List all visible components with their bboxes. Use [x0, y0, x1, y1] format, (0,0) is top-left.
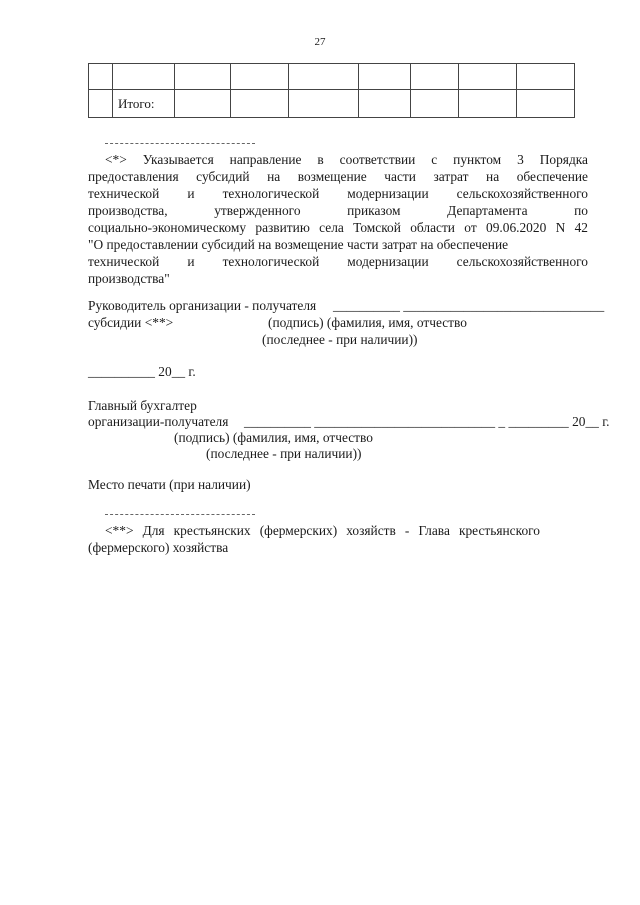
table-cell: [517, 90, 575, 118]
table-cell: [411, 64, 459, 90]
accountant-label-cont: организации-получателя: [88, 414, 229, 429]
footnote-1-line: социально-экономическому развитию села Томской области от 09.06.2020 N 42: [88, 220, 588, 235]
table-cell: [411, 90, 459, 118]
table-cell: [289, 64, 359, 90]
footnote-1-line: технической и технологической модернизации сельскохозяйственного: [88, 186, 588, 201]
footnote-1-line: производства, утвержденного приказом Департамента по: [88, 203, 588, 218]
footnote-1-line: технической и технологической модернизации сельскохозяйственного: [88, 254, 588, 269]
table-cell: [89, 90, 113, 118]
head-signature-blanks: __________ ______________________________: [333, 298, 605, 313]
head-signature-caption: (последнее - при наличии)): [262, 332, 418, 347]
footnote-2-line: <**> Для крестьянских (фермерских) хозяйств - Глава крестьянского: [105, 523, 540, 538]
total-label: Итого:: [113, 90, 175, 118]
table-cell: [113, 64, 175, 90]
accountant-signature-caption: (подпись) (фамилия, имя, отчество: [174, 430, 373, 445]
footnote-1-line: <*> Указывается направление в соответствии с пунктом 3 Порядка: [105, 152, 588, 167]
seal-place: Место печати (при наличии): [88, 477, 251, 492]
table-row-total: [89, 90, 575, 118]
table-cell: [175, 90, 231, 118]
accountant-label: Главный бухгалтер: [88, 398, 197, 413]
footnote-2-line: (фермерского) хозяйства: [88, 540, 229, 555]
totals-table: [88, 63, 575, 118]
page-number: 27: [314, 36, 326, 48]
footnote-1-line: производства": [88, 271, 170, 286]
table-cell: [289, 90, 359, 118]
table-cell: [175, 64, 231, 90]
table-row: [89, 64, 575, 90]
footnote-2: [88, 522, 588, 556]
footnote-separator: [105, 143, 255, 144]
table-cell: [459, 64, 517, 90]
date-field: __________ 20__ г.: [88, 364, 196, 379]
table-cell: [231, 64, 289, 90]
table-cell: [517, 64, 575, 90]
head-signature-caption: (подпись) (фамилия, имя, отчество: [268, 315, 467, 330]
head-signature-label: Руководитель организации - получателя: [88, 298, 317, 313]
table-cell: [359, 64, 411, 90]
head-signature-label-cont: субсидии <**>: [88, 315, 174, 330]
table-cell: [89, 64, 113, 90]
footnote-1-line: "О предоставлении субсидий на возмещение части затрат на обеспечение: [88, 237, 509, 252]
footnote-1-line: предоставления субсидий на возмещение части затрат на обеспечение: [88, 169, 588, 184]
accountant-signature-caption: (последнее - при наличии)): [206, 446, 362, 461]
table-cell: [359, 90, 411, 118]
footnote-separator: [105, 514, 255, 515]
accountant-signature-blanks: __________ ___________________________ _ _________ 20__ г.: [244, 414, 610, 429]
table-cell: [231, 90, 289, 118]
table-cell: [459, 90, 517, 118]
footnote-1: [88, 151, 588, 287]
